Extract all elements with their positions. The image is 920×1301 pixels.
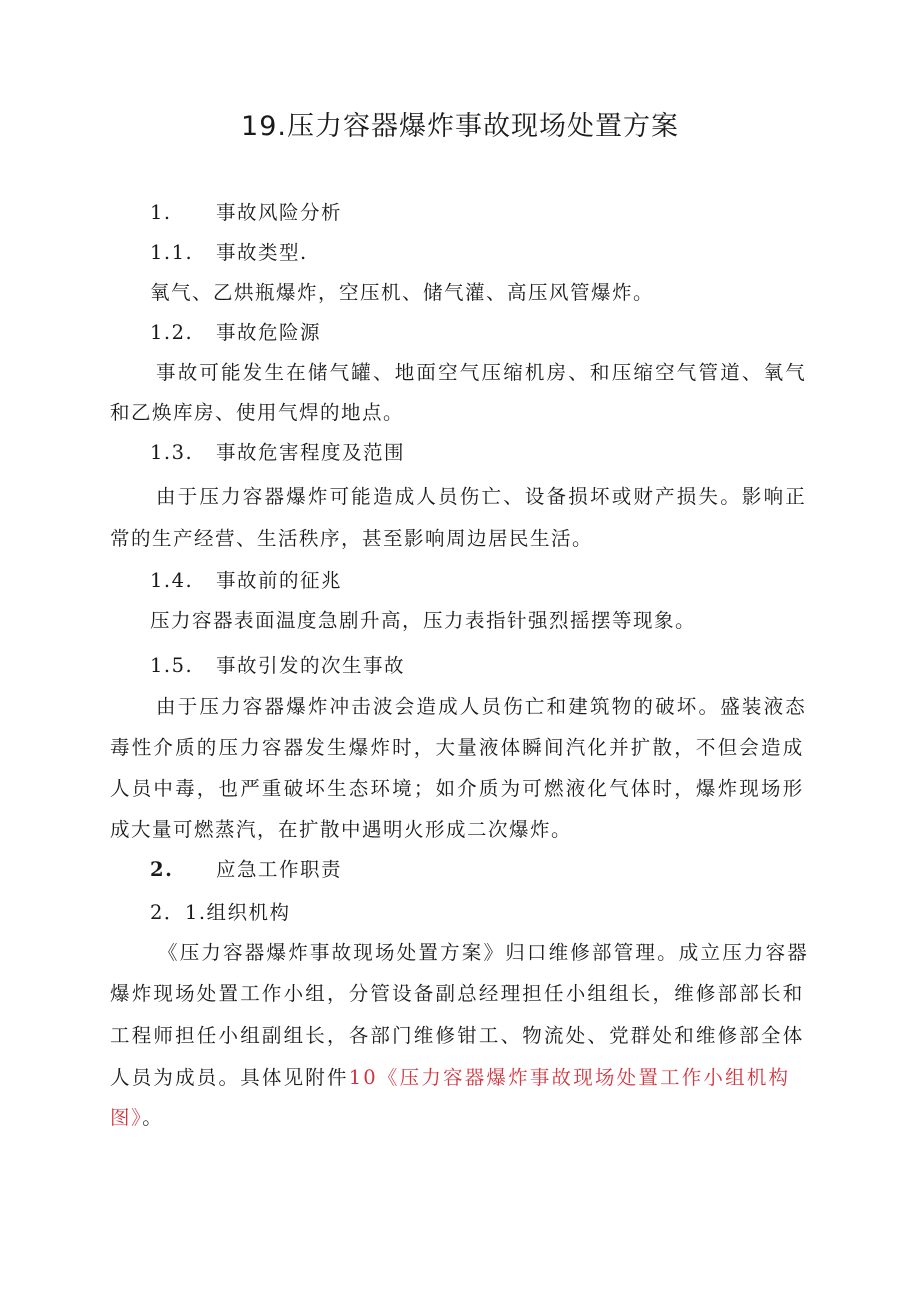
paragraph-1-3-line: 由于压力容器爆炸可能造成人员伤亡、设备损坏或财产损失。影响正: [156, 485, 808, 508]
section-1-1-heading: [150, 239, 308, 267]
paragraph-2-1-line: 《压力容器爆炸事故现场处置方案》归口维修部管理。成立压力容器: [158, 941, 810, 964]
section-label: 事故引发的次生事故: [216, 654, 406, 677]
section-label: 应急工作职责: [216, 858, 343, 881]
paragraph-1-5-line: 成大量可燃蒸汽，在扩散中遇明火形成二次爆炸。: [110, 818, 573, 841]
paragraph-1-3-line: 常的生产经营、生活秩序，甚至影响周边居民生活。: [110, 527, 594, 550]
section-label: 事故危险源: [216, 321, 322, 344]
paragraph-1-1: 氧气、乙烘瓶爆炸，空压机、储气灌、高压风管爆炸。: [150, 281, 655, 304]
paragraph-2-1-line: 工程师担任小组副组长，各部门维修钳工、物流处、党群处和维修部全体: [110, 1024, 805, 1047]
section-number: 1.4.: [150, 569, 194, 592]
paragraph-1-5-line: 人员中毒，也严重破坏生态环境；如介质为可燃液化气体时，爆炸现场形: [110, 777, 805, 800]
paragraph-1-5-line: 毒性介质的压力容器发生爆炸时，大量液体瞬间汽化并扩散，不但会造成: [110, 736, 805, 759]
section-number: 1.2.: [150, 321, 194, 344]
attachment-reference-link[interactable]: 10《压力容器爆炸事故现场处置工作小组机构: [348, 1066, 791, 1089]
section-2-heading: [150, 856, 342, 884]
section-label: 事故风险分析: [216, 201, 343, 224]
section-1-heading: [150, 199, 342, 227]
section-1-4-heading: [150, 567, 342, 595]
section-1-5-heading: [150, 652, 405, 680]
paragraph-2-1-line: 爆炸现场处置工作小组，分管设备副总经理担任小组组长，维修部部长和: [110, 982, 805, 1005]
section-number: 1.5.: [150, 654, 194, 677]
section-number: 1.3.: [150, 441, 194, 464]
section-number: 1.: [150, 201, 172, 224]
paragraph-2-1-line: [110, 1064, 790, 1092]
section-label: 事故类型.: [216, 241, 308, 264]
paragraph-text: 。: [142, 1106, 164, 1129]
paragraph-1-2-line: 和乙焕库房、使用气焊的地点。: [110, 401, 405, 424]
paragraph-1-2-line: 事故可能发生在储气罐、地面空气压缩机房、和压缩空气管道、氧气: [156, 361, 808, 384]
section-label: 事故前的征兆: [216, 569, 343, 592]
document-title: 19.压力容器爆炸事故现场处置方案: [241, 111, 679, 142]
section-number: 2.: [150, 858, 174, 881]
paragraph-1-5-line: 由于压力容器爆炸冲击波会造成人员伤亡和建筑物的破坏。盛装液态: [156, 695, 808, 718]
paragraph-1-4: 压力容器表面温度急剧升高，压力表指针强烈摇摆等现象。: [150, 609, 697, 632]
paragraph-2-1-line: [110, 1104, 163, 1132]
section-1-2-heading: [150, 319, 321, 347]
attachment-reference-link-continued[interactable]: 图》: [110, 1106, 143, 1129]
section-number: 1.1.: [150, 241, 194, 264]
section-1-3-heading: [150, 439, 405, 467]
section-2-1-heading: 2．1.组织机构: [150, 901, 291, 924]
section-label: 事故危害程度及范围: [216, 441, 406, 464]
paragraph-text: 人员为成员。具体见附件: [110, 1066, 349, 1089]
